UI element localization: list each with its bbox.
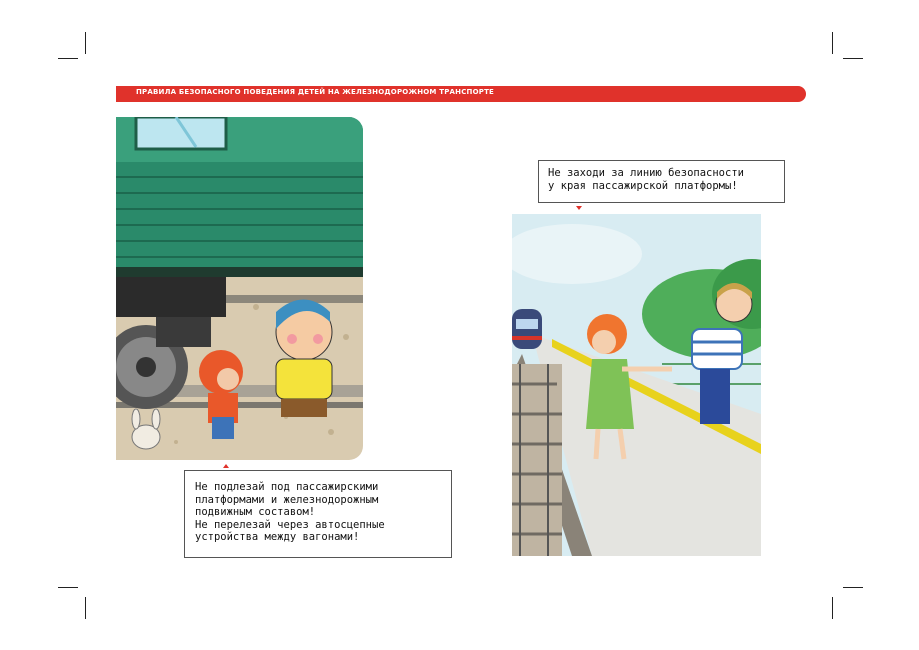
crop-mark-top-right-h: [843, 58, 863, 59]
crop-mark-bottom-right-h: [843, 587, 863, 588]
crop-mark-bottom-right-v: [832, 597, 833, 619]
left-illustration: [116, 117, 363, 460]
caption-right: [538, 160, 785, 203]
caption-left-line-4: Не перелезай через автосцепные: [195, 518, 385, 531]
page-title: ПРАВИЛА БЕЗОПАСНОГО ПОВЕДЕНИЯ ДЕТЕЙ НА ЖЕЛЕЗНОДОРОЖНОМ ТРАНСПОРТЕ: [136, 88, 495, 96]
crop-mark-bottom-left-h: [58, 587, 78, 588]
children-under-train-icon: [116, 117, 363, 460]
crop-mark-top-left-v: [85, 32, 86, 54]
caption-right-pointer: [576, 206, 582, 210]
caption-left: [184, 470, 452, 558]
caption-left-line-1: Не подлезай под пассажирскими: [195, 481, 379, 493]
header-bar: [116, 86, 806, 102]
right-illustration: [512, 214, 761, 556]
caption-left-pointer: [223, 464, 229, 468]
caption-left-line-5: устройства между вагонами!: [195, 531, 360, 543]
caption-left-line-2: платформами и железнодорожным: [195, 493, 379, 506]
children-at-platform-edge-icon: [512, 214, 761, 556]
crop-mark-bottom-left-v: [85, 597, 86, 619]
caption-right-line-1: Не заходи за линию безопасности: [548, 167, 744, 179]
crop-mark-top-right-v: [832, 32, 833, 54]
caption-left-line-3: подвижным составом!: [195, 506, 316, 518]
crop-mark-top-left-h: [58, 58, 78, 59]
caption-right-line-2: у края пассажирской платформы!: [548, 179, 738, 192]
